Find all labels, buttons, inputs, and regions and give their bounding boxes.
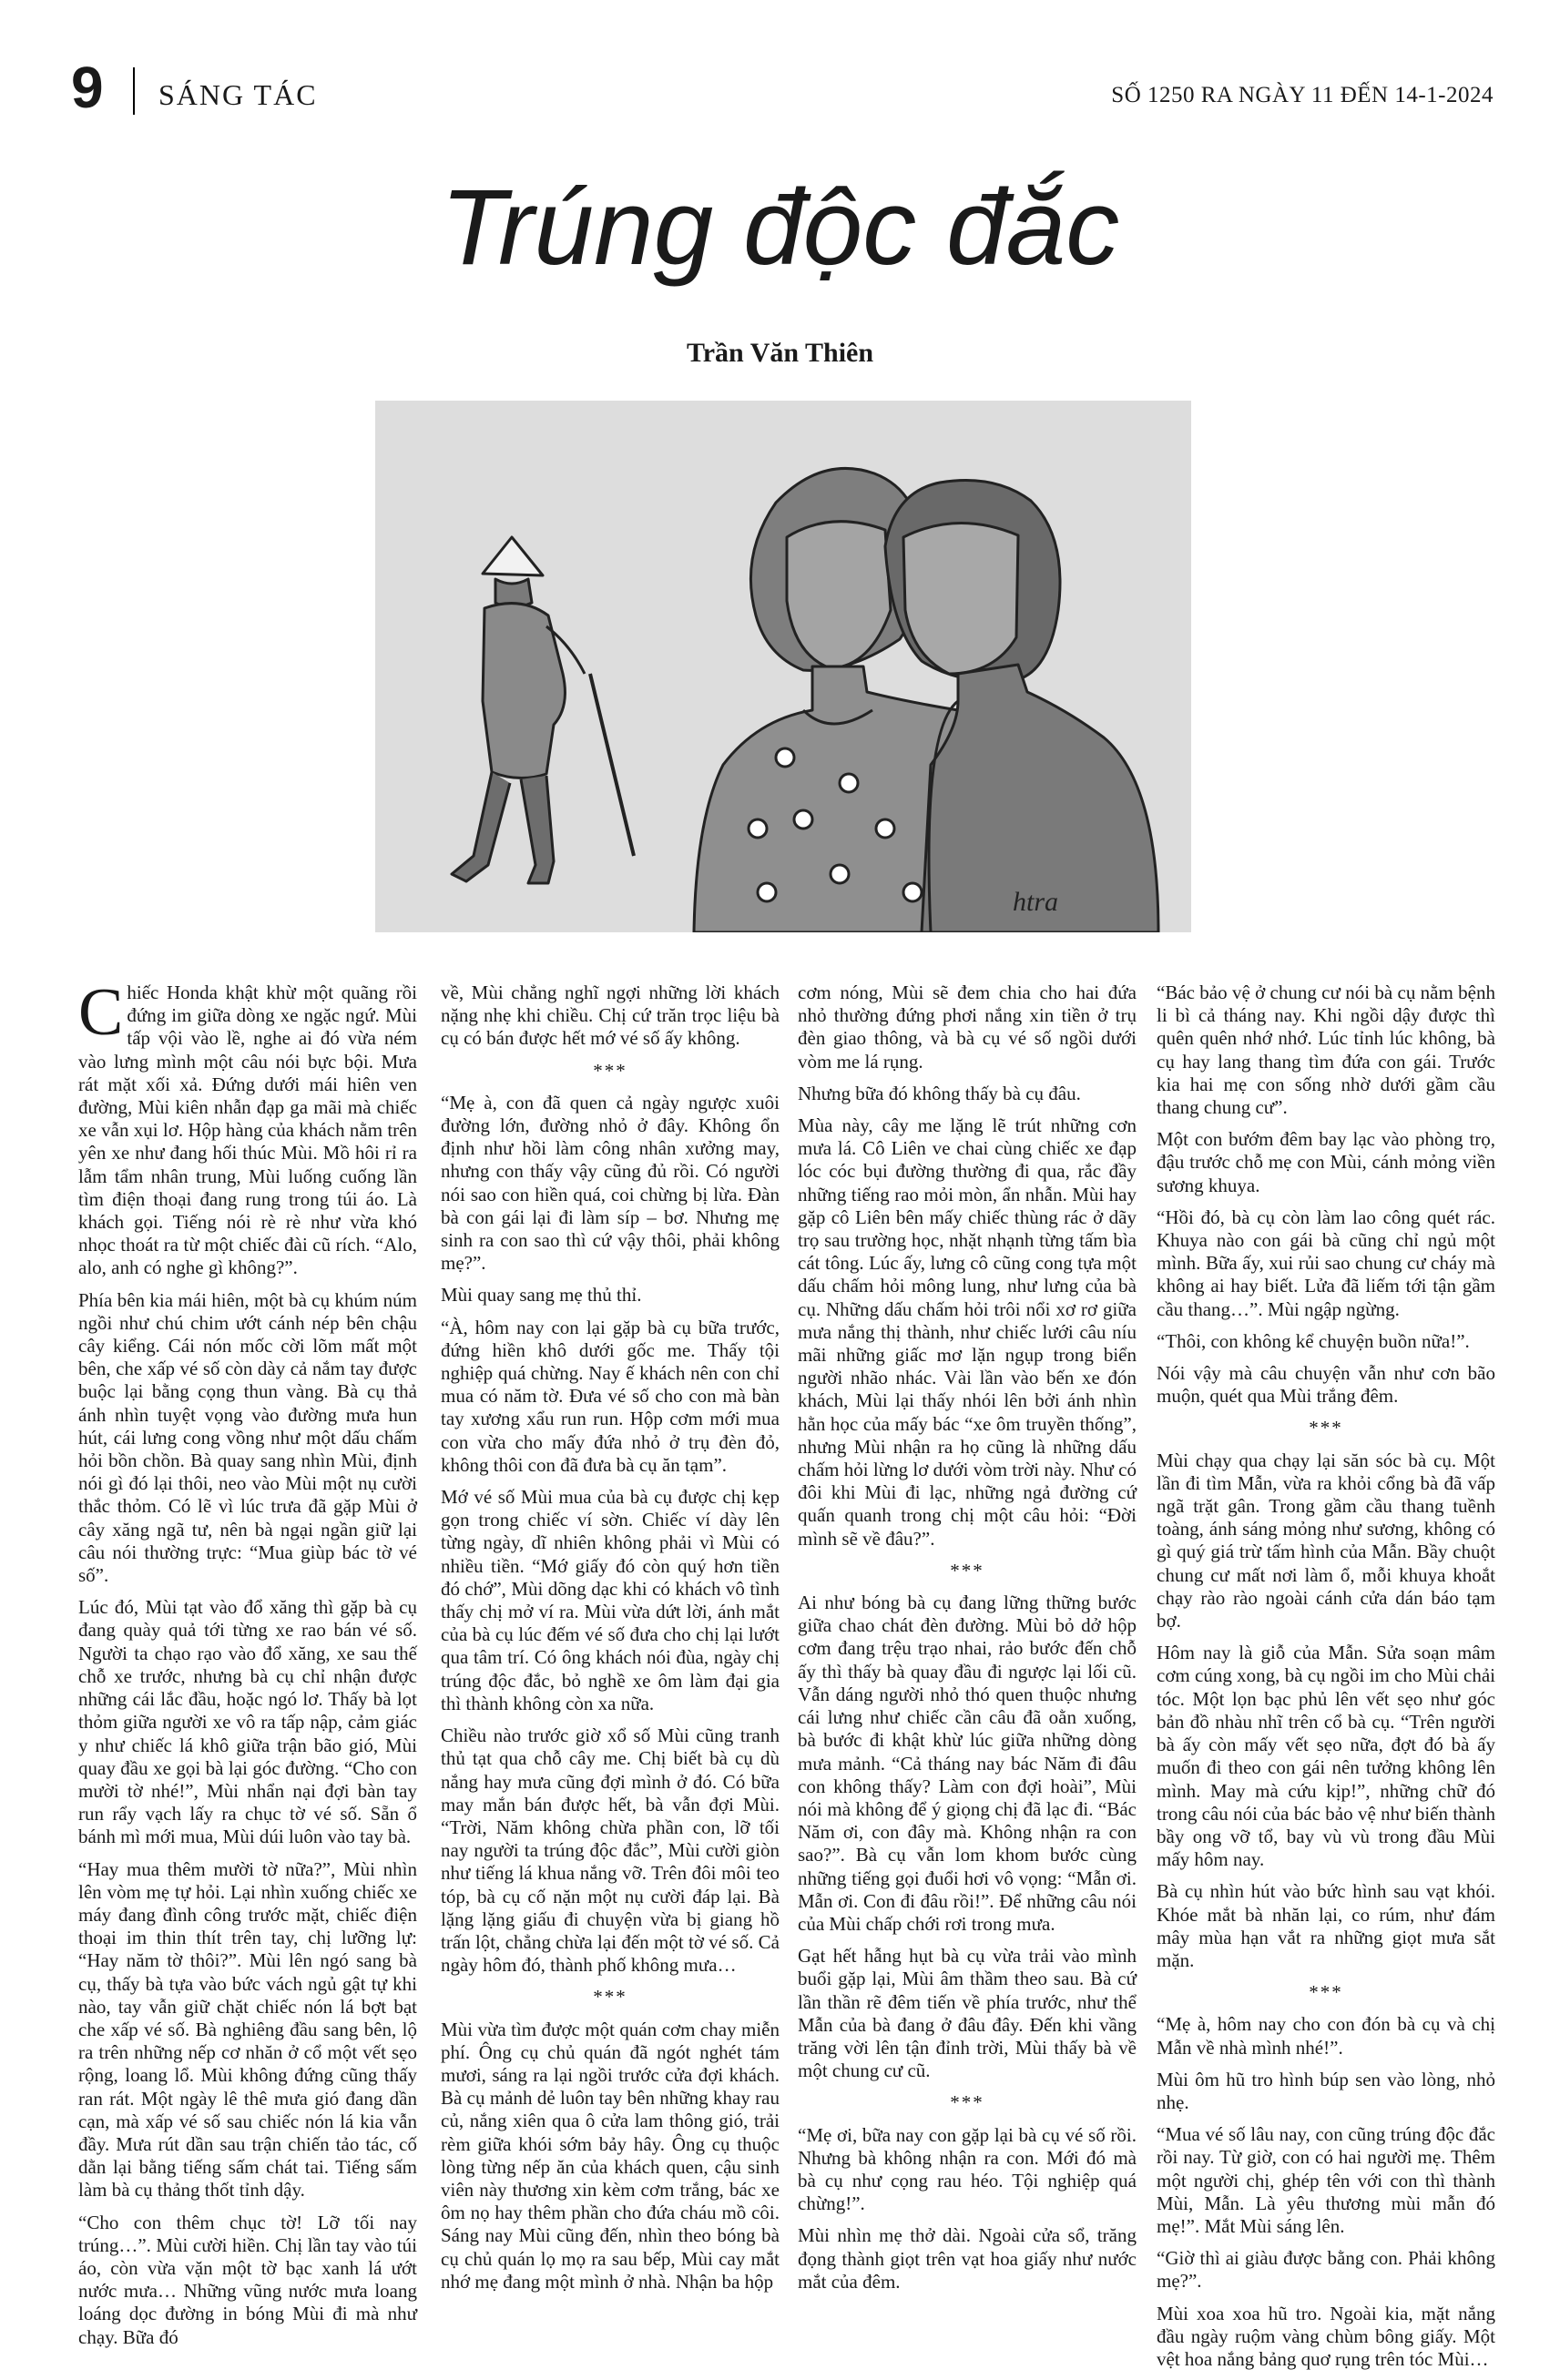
paragraph: Mùi nhìn mẹ thở dài. Ngoài cửa sổ, trăng đọng thành giọt trên vạt hoa giấy như nước mắt của đêm. (798, 2224, 1137, 2293)
drop-cap: C (78, 975, 124, 1050)
section-separator: *** (950, 1559, 984, 1582)
paragraph: “Giờ thì ai giàu được bằng con. Phải không mẹ?”. (1157, 2247, 1495, 2293)
paragraph: Phía bên kia mái hiên, một bà cụ khúm núm ngồi như chú chim ướt cánh nép bên chậu cây kiểng. Cái nón mốc cời lõm mất một bên, che xấp vé số còn dày cả nắm tay được buộc lại bằng cọng thun vàng. Bà cụ thả ánh nhìn tuyệt vọng vào đường mưa hun hút, cái lưng cong vồng như một dấu chấm hỏi bồn chồn. Bà quay sang nhìn Mùi, định nói gì đó lại thôi, neo vào Mùi một nụ cười thắc thỏm. Có lẽ vì lúc trưa đã gặp Mùi ở cây xăng ngã tư, nên bà ngại ngần giữ lại câu nói thường trực: “Mua giùp bác tờ vé số”. (78, 1288, 417, 1587)
page-header (71, 55, 1494, 120)
paragraph: Bà cụ nhìn hút vào bức hình sau vạt khói. Khóe mắt bà nhăn lại, co rúm, như đám mây mùa hạn vắt ra những giọt mưa sắt mặn. (1157, 1880, 1495, 1971)
paragraph: Hôm nay là giỗ của Mẫn. Sửa soạn mâm cơm cúng xong, bà cụ ngồi im cho Mùi chải tóc. Một lọn bạc phủ lên vết sẹo như góc bản đồ nhàu nhĩ trên cổ bà cụ. “Trên người bà ấy còn mấy vết sẹo nữa, đợt đó bà ấy muốn đi theo con gái nên tưởng không lên mình. May mà cứu kịp!”, những chữ đó trong câu nói của bác bảo vệ như biến thành bầy ong vỡ tổ, bay vù vù trong đầu Mùi mấy hôm nay. (1157, 1642, 1495, 1871)
paragraph: “Mẹ à, con đã quen cả ngày ngược xuôi đường lớn, đường nhỏ ở đây. Không ổn định như hồi làm công nhân xưởng may, nhưng con thấy vậy cũng đủ rồi. Có người nói sao con hiền quá, coi chừng bị lừa. Đàn bà con gái lại đi làm síp – bơ. Nhưng mẹ sinh ra con sao thì cứ vậy thôi, phải không mẹ?”. (441, 1091, 780, 1275)
paragraph: Mùi quay sang mẹ thủ thỉ. (441, 1284, 642, 1307)
section-separator: *** (593, 1059, 627, 1082)
paragraph: “À, hôm nay con lại gặp bà cụ bữa trước, đứng hiền khô dưới gốc me. Thấy tội nghiệp quá chừng. Nay ế khách nên con chỉ mua có năm tờ. Đưa vé số cho con mà bàn tay xương xẩu run run. Hộp cơm mới mua con vừa cho mấy đứa nhỏ ở trụ đèn đỏ, không thôi con đã đưa bà cụ ăn tạm”. (441, 1316, 780, 1476)
issue-info: SỐ 1250 RA NGÀY 11 ĐẾN 14-1-2024 (1111, 83, 1494, 107)
article-column-2 (441, 981, 780, 2303)
section-separator: *** (593, 1986, 627, 2009)
article-column-3 (798, 981, 1137, 2303)
section-label: SÁNG TÁC (158, 78, 318, 111)
paragraph: “Thôi, con không kể chuyện buồn nữa!”. (1157, 1329, 1470, 1352)
paragraph: Mùi ôm hũ tro hình búp sen vào lòng, nhỏ nhẹ. (1157, 2068, 1495, 2113)
paragraph: “Mua vé số lâu nay, con cũng trúng độc đắc rồi nay. Từ giờ, con có hai người mẹ. Thêm một người chị, ghép tên với con thì thành Mùi, Mẫn. Là yêu thương mùi mẫn đó mẹ!”. Mắt Mùi sáng lên. (1157, 2123, 1495, 2237)
paragraph: “Bác bảo vệ ở chung cư nói bà cụ nằm bệnh li bì cả tháng nay. Khi ngồi dậy được thì quên quên nhớ nhớ. Lúc tỉnh lúc không, bà cụ hay lang thang tìm đứa con gái. Trước kia hai mẹ con sống nhờ dưới gầm cầu thang chung cư”. (1157, 981, 1495, 1119)
paragraph: Mùi vừa tìm được một quán cơm chay miễn phí. Ông cụ chủ quán đã ngót nghét tám mươi, sáng ra lại ngồi trước cửa đợi khách. Bà cụ mảnh dẻ luôn tay bên những khay rau củ, nắng xiên qua ô cửa lam thông gió, trải rèm giữa khói sớm bảy hây. Ông cụ thuộc lòng từng nếp ăn của khách quen, cậu sinh viên này thương xin kèm cơm trắng, bác xe ôm nọ hay thêm phần cho đứa cháu mồ côi. Sáng nay Mùi cũng đến, nhìn theo bóng bà cụ chủ quán lọ mọ ra sau bếp, Mùi cay mắt nhớ mẹ đang một mình ở nhà. Nhận ba hộp (441, 2018, 780, 2293)
section-separator: *** (950, 2091, 984, 2114)
paragraph: Mùa này, cây me lặng lẽ trút những cơn mưa lá. Cô Liên ve chai cùng chiếc xe đạp lóc cóc bụi đường thường đi qua, rắc đầy những tiếng rao mỏi mòn, ẩn nhẫn. Mùi hay gặp cô Liên bên mấy chiếc thùng rác ở dãy trọ sau trường học, nhặt nhạnh từng tấm bìa cát tông. Lúc ấy, lưng cô cũng cong tựa một dấu chấm hỏi mông lung, như lưng của bà cụ. Những dấu chấm hỏi trôi nổi xơ rơ giữa mưa nắng thị thành, như chiếc lưới câu níu mãi những giấc mơ lặn ngụp trong biển người nhão nhác. Vài lần vào bến xe đón khách, Mùi lại thấy nhói lên bởi ánh nhìn hằn học của mấy bác “xe ôm truyền thống”, nhưng Mùi nhận ra họ cũng là những dấu chấm hỏi lừng lơ dưới vòm trời này. Như có đôi khi Mùi đi lạc, những ngả đường cứ quấn quanh trong chị một câu hỏi: “Đời mình sẽ về đâu?”. (798, 1114, 1137, 1550)
article-column-1 (78, 975, 417, 2358)
paragraph: Gạt hết hẫng hụt bà cụ vừa trải vào mình buổi gặp lại, Mùi âm thầm theo sau. Bà cứ lần thần rẽ đêm tiến về phía trước, như thể Mẫn của bà đang ở đâu đây. Đến khi vầng trăng vời lên tận đỉnh trời, Mùi thấy bà về một chung cư cũ. (798, 1945, 1137, 2082)
paragraph: Chiều nào trước giờ xổ số Mùi cũng tranh thủ tạt qua chỗ cây me. Chị biết bà cụ dù nắng hay mưa cũng đợi mình ở đó. Có bữa may mắn bán được hết, bà vẫn đợi Mùi. “Trời, Năm không chừa phần con, lỡ tối nay người ta trúng độc đắc”, Mùi cười giòn như tiếng lá khua nắng vỡ. Trên đôi môi teo tóp, bà cụ cố nặn một nụ cười đáp lại. Bà lặng lặng giấu đi chuyện vừa bị giang hồ trấn lột, chẳng chừa lại đến một tờ vé số. Cả ngày hôm đó, thành phố không mưa… (441, 1724, 780, 1977)
paragraph: Nói vậy mà câu chuyện vẫn như cơn bão muộn, quét qua Mùi trắng đêm. (1157, 1362, 1495, 1408)
paragraph: Mùi xoa xoa hũ tro. Ngoài kia, mặt nắng đầu ngày ruộm vàng chùm bông giấy. Một vệt hoa nắng bảng quơ rụng trên tóc Mùi… (1157, 2302, 1495, 2370)
header-divider (133, 67, 135, 115)
paragraph: “Cho con thêm chục tờ! Lỡ tối nay trúng…”. Mùi cười hiền. Chị lần tay vào túi áo, còn vừa vặn một tờ bạc xanh lá ướt nước mưa… Những vũng nước mưa loang loáng dọc đường in bóng Mùi đi mà như chạy. Bữa đó (78, 2211, 417, 2348)
paragraph: Chiếc Honda khật khừ một quãng rồi đứng im giữa dòng xe ngặc ngứ. Mùi tấp vội vào lề, nghe ai đó vừa ném vào lưng mình một câu nói bực bội. Mưa rát mặt xối xả. Đứng dưới mái hiên ven đường, Mùi kiên nhẫn đạp ga mãi mà chiếc xe vẫn xụi lơ. Hộp hàng của khách nằm trên yên xe như đang hối thúc Mùi. Mồ hôi rỉ ra lẫm tẩm nhân trung, Mùi luống cuống lần tìm điện thoại đang rung trong túi áo. Là khách gọi. Tiếng nói rè rè như vừa khó nhọc thoát ra từ một chiếc đài cũ rích. “Alo, alo, anh có nghe gì không?”. (78, 975, 417, 1279)
article-author: Trần Văn Thiên (686, 338, 874, 368)
section-separator: *** (1309, 1417, 1343, 1439)
paragraph: “Mẹ à, hôm nay cho con đón bà cụ và chị Mẫn về nhà mình nhé!”. (1157, 2013, 1495, 2059)
paragraph: “Hay mua thêm mười tờ nữa?”, Mùi nhìn lên vòm mẹ tự hỏi. Lại nhìn xuống chiếc xe máy đang đình công trước mặt, chiếc điện thoại im thin thít trên tay, chị lưỡng lự: “Hay năm tờ thôi?”. Mùi lên ngó sang bà cụ, thấy bà tựa vào bức vách ngủ gật tự khi nào, tay vẫn giữ chặt chiếc nón lá bợt bạt che xấp vé số. Bà nghiêng đầu sang bên, lộ ra trên những nếp cơ nhăn ở cổ một vết sẹo rộng, loang lổ. Mùi không đứng cũng thấy ran rát. Một ngày lê thê mưa gió đang dần cạn, mà xấp vé số sau chiếc nón lá kia vẫn đầy. Mưa rút dần sau trận chiến tảo tác, cố dằn lại bằng tiếng sấm chát tai. Tiếng sấm làm bà cụ thảng thốt tỉnh dậy. (78, 1857, 417, 2202)
paragraph: Nhưng bữa đó không thấy bà cụ đâu. (798, 1082, 1081, 1104)
article-illustration (375, 401, 1191, 932)
paragraph: cơm nóng, Mùi sẽ đem chia cho hai đứa nhỏ thường đứng phơi nắng xin tiền ở trụ đèn giao thông, và bà cụ vé số ngồi dưới vòm me lá rụng. (798, 981, 1137, 1073)
paragraph: Mớ vé số Mùi mua của bà cụ được chị kẹp gọn trong chiếc ví sờn. Chiếc ví dày lên từng ngày, dĩ nhiên không phải vì Mùi có nhiều tiền. “Mớ giấy đó còn quý hơn tiền đó chớ”, Mùi dõng dạc khi có khách vô tình thấy chị mở ví ra. Mùi vừa dứt lời, ánh mắt của bà cụ lúc đếm vé số đưa cho chị lại lướt qua tâm trí. Có ông khách nói đùa, ngày chị trúng độc đắc, bỏ nghề xe ôm làm đại gia thì thành không còn xa nữa. (441, 1486, 780, 1714)
article-column-4 (1157, 981, 1495, 2380)
paragraph: Một con bướm đêm bay lạc vào phòng trọ, đậu trước chỗ mẹ con Mùi, cánh mỏng viền sương khuya. (1157, 1128, 1495, 1196)
illustrator-signature: htra (1013, 887, 1059, 917)
paragraph: “Hồi đó, bà cụ còn làm lao công quét rác. Khuya nào con gái bà cũng chỉ ngủ một mình. Bữa ấy, xui rủi sao chung cư cháy mà không ai hay biết. Lửa đã liếm tới tận gầm cầu thang…”. Mùi ngập ngừng. (1157, 1205, 1495, 1320)
paragraph: “Mẹ ơi, bữa nay con gặp lại bà cụ vé số rồi. Nhưng bà không nhận ra con. Mới đó mà bà cụ như cọng rau héo. Tội nghiệp quá chừng!”. (798, 2123, 1137, 2215)
paragraph: về, Mùi chẳng nghĩ ngợi những lời khách nặng nhẹ khi chiều. Chị cứ trăn trọc liệu bà cụ có bán được hết mớ vé số ấy không. (441, 981, 780, 1050)
paragraph: Ai như bóng bà cụ đang lững thững bước giữa chao chát đèn đường. Mùi bỏ dở hộp cơm đang trệu trạo nhai, rảo bước đến chỗ ấy thì thấy bà quay đầu đi ngược lại lối cũ. Vẫn dáng người nhỏ thó quen thuộc nhưng cái lưng như chiếc cần câu đã oằn xuống, bà bước đi khật khừ lúc giữa những dòng mưa mảnh. “Cả tháng nay bác Năm đi đâu con không thấy? Làm con đợi hoài”, Mùi nói mà không để ý giọng chị đã lạc đi. “Bác Năm ơi, con đây mà. Không nhận ra con sao?”. Bà cụ vẫn lom khom bước cùng những tiếng gọi đuổi hơi vô vọng: “Mẫn ơi. Mẫn ơi. Con đi đâu rồi!”. Để những câu nói của Mùi chấp chới rơi trong mưa. (798, 1592, 1137, 1935)
page-number: 9 (71, 55, 104, 120)
paragraph: Lúc đó, Mùi tạt vào đổ xăng thì gặp bà cụ đang quày quả tới từng xe rao bán vé số. Người ta chạo rạo vào đổ xăng, xe sau thế chỗ xe trước, nhưng bà cụ chỉ nhận được những cái lắc đầu, hoặc ngó lơ. Thấy bà lọt thỏm giữa người xe vô ra tấp nập, cảm giác y như chiếc lá khô giữa trận bão gió, Mùi quay đầu xe gọi bà lại góc đường. “Cho con mười tờ nhé!”, Mùi nhẩn nại đợi bàn tay run rẩy vạch lấy ra chục tờ vé số. Sẵn ổ bánh mì mới mua, Mùi dúi luôn vào tay bà. (78, 1596, 417, 1848)
article-title: Trúng độc đắc (440, 168, 1120, 288)
section-separator: *** (1309, 1981, 1343, 2004)
paragraph: Mùi chạy qua chạy lại săn sóc bà cụ. Một lần đi tìm Mẫn, vừa ra khỏi cổng bà đã vấp ngã trặt gân. Trong gầm cầu thang tuềnh toàng, ánh sáng mỏng như sương, không có gì quý giá trừ tấm hình của Mẫn. Bầy chuột chung cư mất nơi làm ổ, mỗi khuya khoắt chạy rào rào ngoài cánh cửa dán báo tạm bợ. (1157, 1449, 1495, 1632)
